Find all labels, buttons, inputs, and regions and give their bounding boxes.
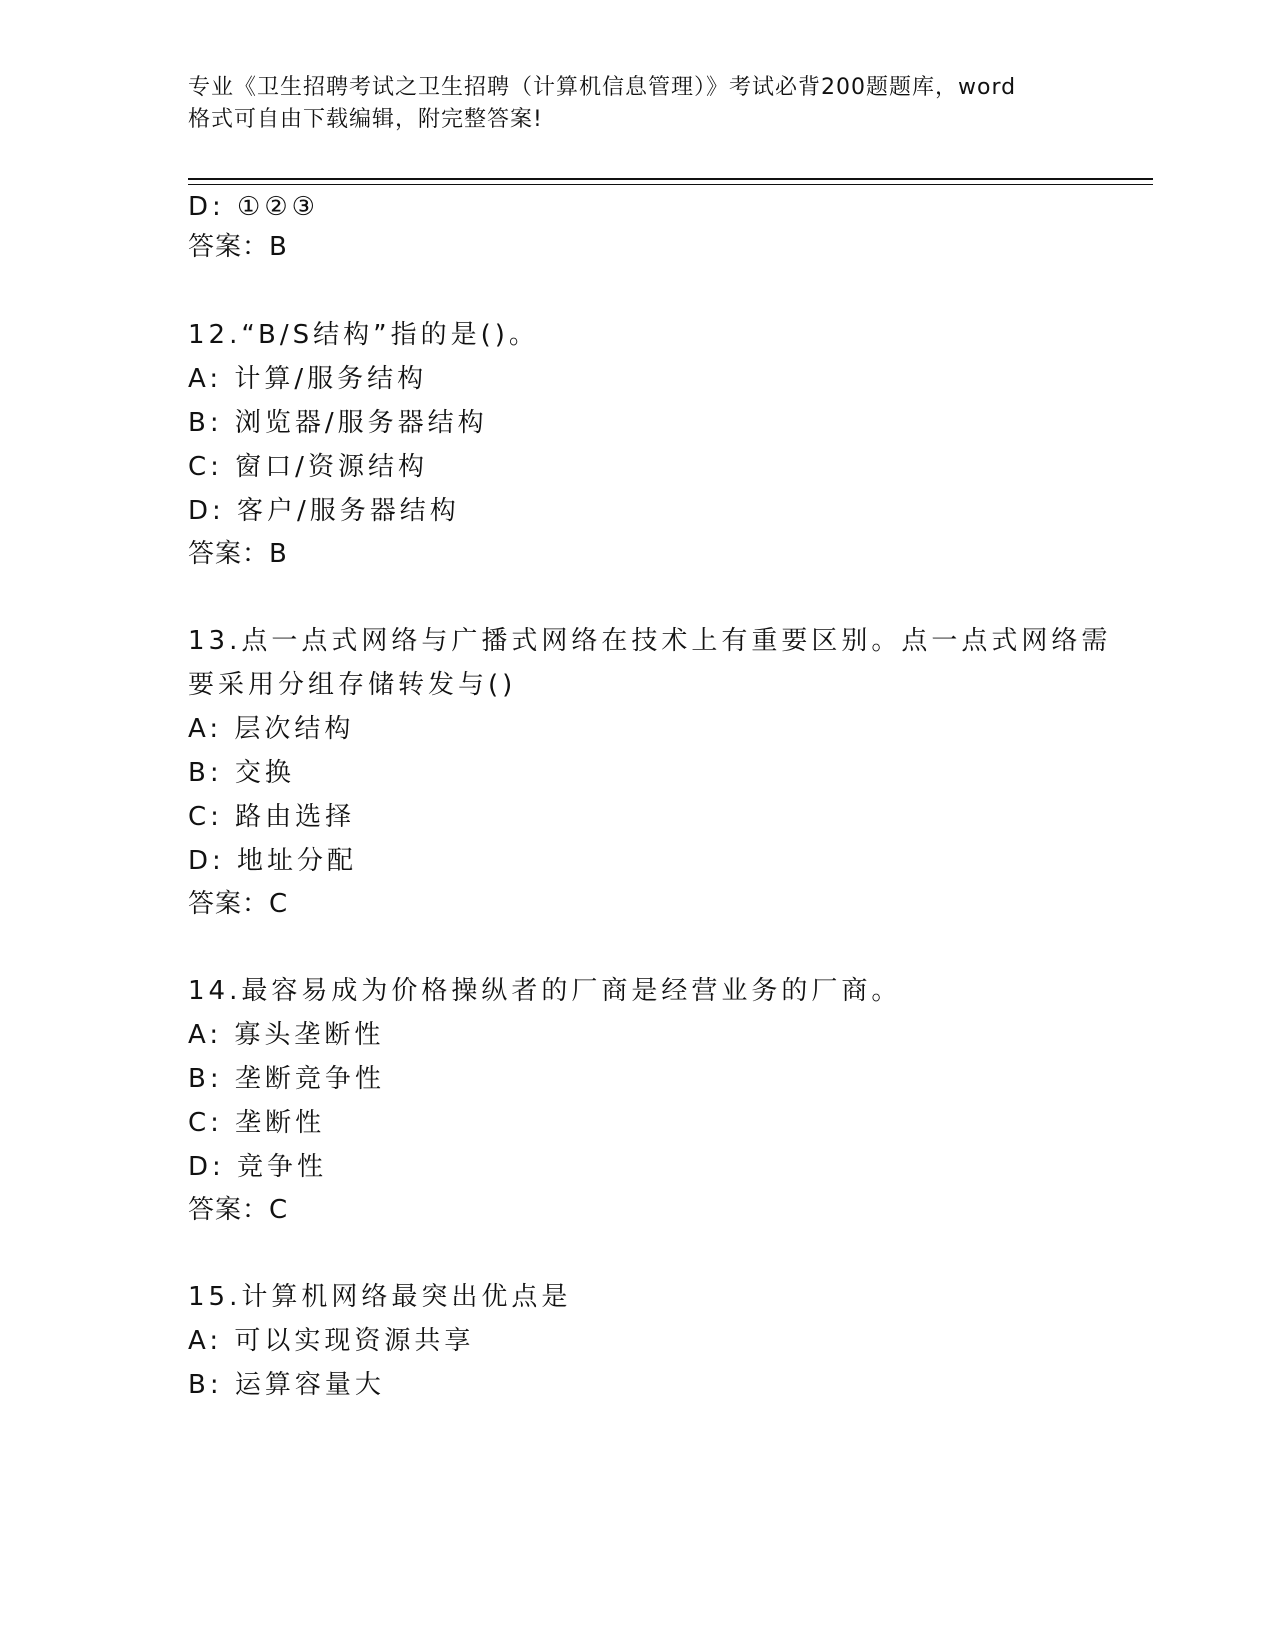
- q13-text-line-1: 13.点一点式网络与广播式网络在技术上有重要区别。点一点式网络需: [188, 626, 1112, 656]
- q14-option-a: A: 寡头垄断性: [188, 1020, 385, 1050]
- prev-answer: 答案：B: [188, 232, 288, 262]
- header-rule-thin: [188, 184, 1153, 185]
- q12-option-d: D: 客户/服务器结构: [188, 496, 460, 526]
- header-rule-thick: [188, 178, 1153, 180]
- q15-text: 15.计算机网络最突出优点是: [188, 1282, 572, 1312]
- q13-option-a: A: 层次结构: [188, 714, 355, 744]
- q13-option-d: D: 地址分配: [188, 846, 358, 876]
- q13-text-line-2: 要采用分组存储转发与(): [188, 670, 517, 700]
- prev-option-d: D: ①②③: [188, 192, 319, 222]
- q14-option-b: B: 垄断竞争性: [188, 1064, 385, 1094]
- q14-option-d: D: 竞争性: [188, 1152, 328, 1182]
- q12-option-a: A: 计算/服务结构: [188, 364, 428, 394]
- q14-text: 14.最容易成为价格操纵者的厂商是经营业务的厂商。: [188, 976, 902, 1006]
- q13-answer: 答案：C: [188, 889, 289, 919]
- header-line-1: 专业《卫生招聘考试之卫生招聘（计算机信息管理）》考试必背200题题库，word: [188, 75, 1017, 100]
- q15-option-b: B: 运算容量大: [188, 1370, 385, 1400]
- document-header: [188, 72, 1088, 136]
- q12-answer: 答案：B: [188, 539, 288, 569]
- q12-option-b: B: 浏览器/服务器结构: [188, 408, 488, 438]
- header-line-2: 格式可自由下载编辑，附完整答案!: [188, 107, 543, 132]
- q14-answer: 答案：C: [188, 1195, 289, 1225]
- q12-text: 12.“B/S结构”指的是()。: [188, 320, 539, 350]
- q13-option-c: C: 路由选择: [188, 802, 356, 832]
- q15-option-a: A: 可以实现资源共享: [188, 1326, 475, 1356]
- q14-option-c: C: 垄断性: [188, 1108, 326, 1138]
- q12-option-c: C: 窗口/资源结构: [188, 452, 428, 482]
- q13-option-b: B: 交换: [188, 758, 295, 788]
